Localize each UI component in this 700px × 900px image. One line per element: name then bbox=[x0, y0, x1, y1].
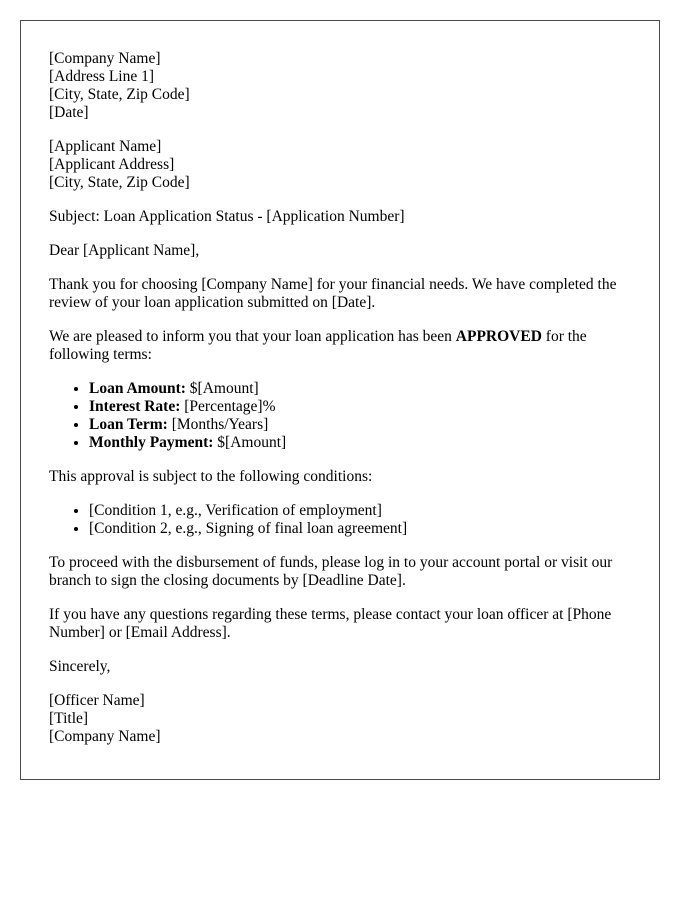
closing: Sincerely, bbox=[49, 658, 111, 675]
term-value: [Months/Years] bbox=[167, 416, 269, 433]
list-item: • [Condition 1, e.g., Verification of employment] bbox=[89, 502, 631, 520]
officer-title: [Title] bbox=[49, 710, 89, 727]
sender-company: [Company Name] bbox=[49, 50, 161, 67]
letter-date: [Date] bbox=[49, 104, 89, 121]
term-value: [Percentage]% bbox=[180, 398, 276, 415]
intro-paragraph: Thank you for choosing [Company Name] for your financial needs. We have completed the review of your loan application submitted on [Date]. bbox=[49, 276, 617, 311]
term-label: Loan Term: bbox=[89, 416, 168, 433]
approval-status: APPROVED bbox=[455, 328, 542, 345]
approval-text-after: for the following terms: bbox=[49, 328, 587, 363]
sender-address-block bbox=[49, 50, 631, 122]
questions-paragraph: If you have any questions regarding these terms, please contact your loan officer at [Phone Number] or [Email Address]. bbox=[49, 606, 612, 641]
recipient-address: [Applicant Address] bbox=[49, 156, 175, 173]
approval-text-before: We are pleased to inform you that your loan application has been bbox=[49, 328, 456, 345]
list-item bbox=[89, 380, 631, 398]
list-item: • [Condition 2, e.g., Signing of final loan agreement] bbox=[89, 520, 631, 538]
loan-terms-list bbox=[49, 380, 631, 452]
sender-city: [City, State, Zip Code] bbox=[49, 86, 190, 103]
term-label: Interest Rate: bbox=[89, 398, 181, 415]
term-label: Loan Amount: bbox=[89, 380, 186, 397]
recipient-address-block bbox=[49, 138, 631, 192]
conditions-list bbox=[49, 502, 631, 538]
approval-paragraph bbox=[49, 328, 631, 364]
letter-document bbox=[20, 20, 660, 780]
recipient-name: [Applicant Name] bbox=[49, 138, 162, 155]
signature-block bbox=[49, 692, 631, 746]
term-value: $[Amount] bbox=[213, 434, 287, 451]
signature-company: [Company Name] bbox=[49, 728, 161, 745]
recipient-city: [City, State, Zip Code] bbox=[49, 174, 190, 191]
list-item bbox=[89, 416, 631, 434]
list-item bbox=[89, 434, 631, 452]
salutation: Dear [Applicant Name], bbox=[49, 242, 200, 259]
officer-name: [Officer Name] bbox=[49, 692, 145, 709]
sender-address: [Address Line 1] bbox=[49, 68, 155, 85]
term-label: Monthly Payment: bbox=[89, 434, 214, 451]
conditions-intro: This approval is subject to the following conditions: bbox=[49, 468, 373, 485]
proceed-paragraph: To proceed with the disbursement of funds, please log in to your account portal or visit our branch to sign the closing documents by [Deadline Date]. bbox=[49, 554, 613, 589]
term-value: $[Amount] bbox=[185, 380, 259, 397]
list-item bbox=[89, 398, 631, 416]
subject-line: Subject: Loan Application Status - [Application Number] bbox=[49, 208, 405, 225]
